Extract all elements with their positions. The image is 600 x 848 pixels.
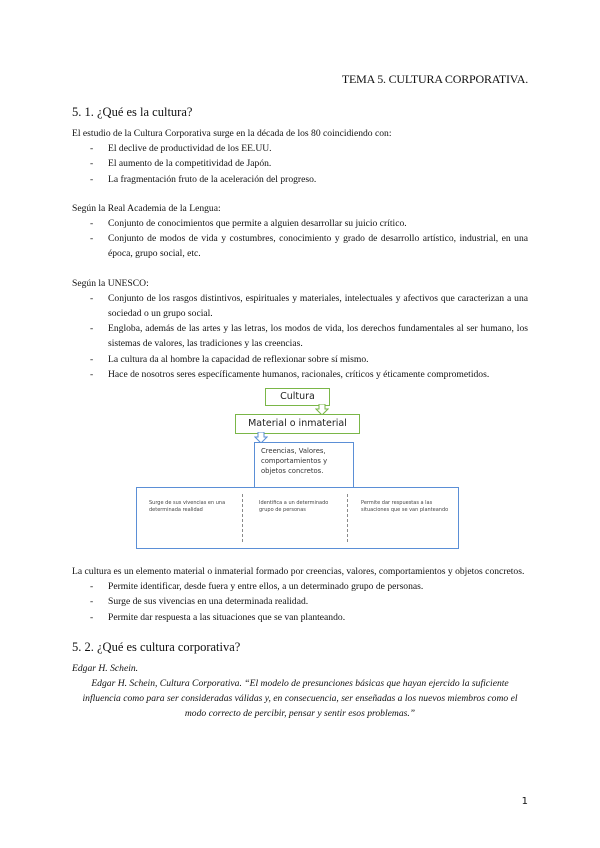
document-title: TEMA 5. CULTURA CORPORATIVA. [341, 72, 528, 86]
document-body [72, 104, 528, 722]
page-number: 1 [521, 796, 528, 807]
summary-list [72, 579, 528, 625]
diagram-cell-vivencias: Surge de sus vivencias en una determinada realidad [149, 500, 226, 514]
list-item: - El declive de productividad de los EE.UU. [72, 141, 528, 156]
diagram-box-consequences [136, 487, 459, 549]
rae-list [72, 216, 528, 262]
list-item: - Permite dar respuesta a las situaciones que se van planteando. [72, 610, 528, 625]
diagram-divider [347, 494, 348, 542]
section-2-heading: 5. 2. ¿Qué es cultura corporativa? [72, 639, 241, 654]
section-1-heading: 5. 1. ¿Qué es la cultura? [72, 105, 193, 119]
diagram-box-creencias: Creencias, Valores, comportamientos y objetos concretos. [254, 442, 354, 490]
unesco-label: Según la UNESCO: [72, 277, 149, 289]
intro-paragraph: El estudio de la Cultura Corporativa surge en la década de los 80 coincidiendo con: [72, 128, 392, 139]
list-item: - La fragmentación fruto de la aceleración del progreso. [72, 172, 528, 187]
diagram-box-material: Material o inmaterial [235, 414, 360, 434]
summary-paragraph: La cultura es un elemento material o inmaterial formado por creencias, valores, comportamientos y objetos concretos. [72, 566, 525, 578]
diagram-box-cultura: Cultura [265, 388, 330, 406]
culture-diagram [72, 384, 528, 560]
intro-list [72, 141, 528, 187]
list-item: - Surge de sus vivencias en una determinada realidad. [72, 594, 528, 609]
schein-quote: Edgar H. Schein, Cultura Corporativa. “El modelo de presunciones básicas que hayan ejercido la suficiente influencia como para ser consideradas válidas y, en consecuencia, ser enseñadas a los nuevos miembros como el modo correcto de percibir, pensar y sentir esos problemas.” [82, 678, 518, 720]
list-item: - Hace de nosotros seres específicamente humanos, racionales, críticos y éticamente comprometidos. [72, 367, 528, 382]
diagram-cell-identifica: Identifica a un determinado grupo de personas [259, 500, 329, 514]
list-item: - Engloba, además de las artes y las letras, los modos de vida, los derechos fundamentales al ser humano, los sistemas de valores, las tradiciones y las creencias. [72, 321, 528, 351]
rae-label: Según la Real Academia de la Lengua: [72, 202, 221, 214]
list-item: - La cultura da al hombre la capacidad de reflexionar sobre sí mismo. [72, 352, 528, 367]
diagram-divider [242, 494, 243, 542]
list-item: - Conjunto de conocimientos que permite a alguien desarrollar su juicio crítico. [72, 216, 528, 231]
unesco-list [72, 291, 528, 382]
list-item: - El aumento de la competitividad de Japón. [72, 156, 528, 171]
quote-author: Edgar H. Schein. [72, 662, 139, 674]
diagram-cell-respuestas: Permite dar respuestas a las situaciones que se van planteando [361, 500, 449, 514]
list-item: - Conjunto de modos de vida y costumbres, conocimiento y grado de desarrollo artístico, industrial, en una época, grupo social, etc. [72, 231, 528, 261]
list-item: - Permite identificar, desde fuera y entre ellos, a un determinado grupo de personas. [72, 579, 528, 594]
list-item: - Conjunto de los rasgos distintivos, espirituales y materiales, intelectuales y afectivos que caracterizan a una sociedad o un grupo social. [72, 291, 528, 321]
